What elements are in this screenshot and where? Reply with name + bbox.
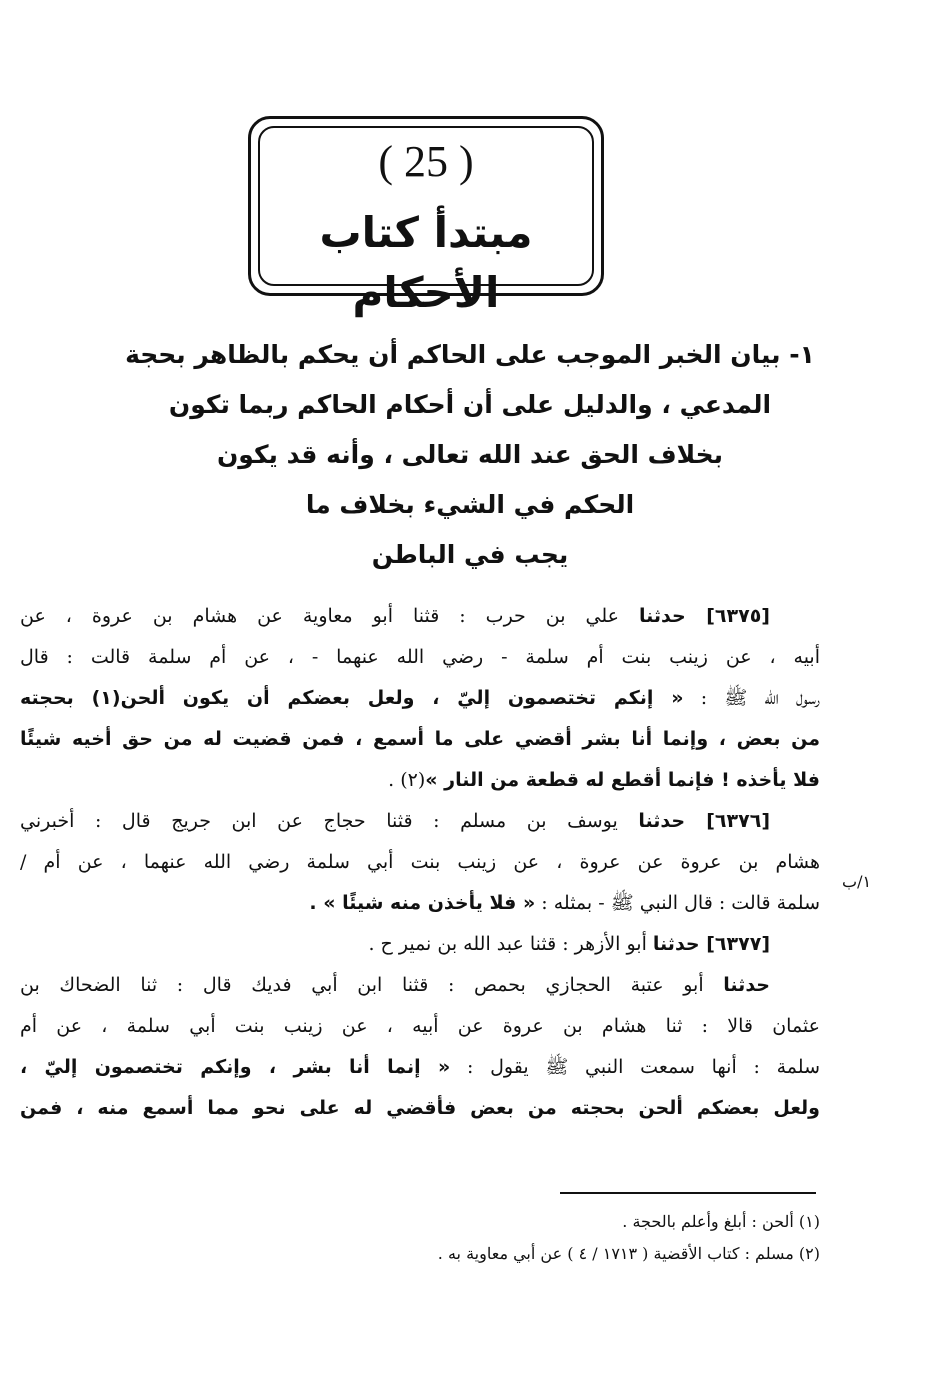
isnad-text: علي بن حرب : قثنا أبو معاوية عن هشام بن عروة ، عن [20,605,639,627]
isnad-text: رسول الله ﷺ : [683,687,820,709]
haddathana-label: حدثنا [723,974,770,996]
hadith-6375-line [20,760,820,801]
chapter-title: مبتدأ كتاب الأحكام [319,208,533,317]
matn-text: فلا يأخذه ! فإنما أقطع له قطعة من النار » [425,769,820,791]
hadith-6376-line: هشام بن عروة عن عروة ، عن زينب بنت أبي سلمة رضي الله عنهما ، عن أم / [20,851,820,873]
footnote-divider [560,1192,816,1194]
hadith-6375-line [20,678,820,719]
hadith-6377-line [20,1047,820,1088]
footnote: (١) ألحن : أبلغ وأعلم بالحجة . [622,1212,820,1231]
hadith-6375-line: أبيه ، عن زينب بنت أم سلمة - رضي الله عنهما - ، عن أم سلمة قالت : قال [20,646,820,668]
hadith-6377-line: ولعل بعضكم ألحن بحجته من بعض فأقضي له على نحو مما أسمع منه ، فمن [20,1097,820,1119]
isnad-text: أبو الأزهر : قثنا عبد الله بن نمير ح . [368,933,653,955]
body-text [20,596,820,1129]
footnote-reference: (٢) . [388,769,426,791]
section-heading-line: الحكم في الشيء بخلاف ما [305,490,635,519]
hadith-6375-line [20,596,820,637]
hadith-6376-line [20,801,820,842]
footnote: (٢) مسلم : كتاب الأقضية ( ١٧١٣ / ٤ ) عن أبي معاوية به . [437,1244,820,1263]
hadith-number-6377: [٦٣٧٧] حدثنا [652,933,770,955]
hadith-6375-line: من بعض ، وإنما أنا بشر أقضي على ما أسمع ، فمن قضيت له من حق أخيه شيئًا [20,728,820,750]
hadith-6377-line [20,924,820,965]
footnotes [260,1206,820,1270]
section-heading-line: بخلاف الحق عند الله تعالى ، وأنه قد يكون [216,440,724,469]
matn-text: « إنكم تختصمون إليّ ، ولعل بعضكم أن يكون ألحن(١) بحجته [20,687,684,709]
section-heading-line: يجب في الباطن [371,540,569,569]
chapter-frame [248,116,604,317]
section-heading-line: ١- بيان الخبر الموجب على الحاكم أن يحكم بالظاهر بحجة [125,340,815,369]
manuscript-folio-marker: ١/ب [842,872,872,891]
hadith-6377-line: عثمان قالا : ثنا هشام بن عروة عن أبيه ، عن زينب بنت أبي سلمة ، عن أم [20,1015,820,1037]
isnad-text: سلمة : أنها سمعت النبي ﷺ يقول : [450,1056,820,1078]
chapter-number: ( 25 ) [378,137,474,186]
hadith-6377-line [20,965,820,1006]
hadith-6376-line [20,883,820,924]
matn-text: « فلا يأخذن منه شيئًا » . [309,892,536,914]
isnad-text: أبو عتبة الحجازي بحمص : قثنا ابن أبي فديك قال : ثنا الضحاك بن [20,974,724,996]
section-heading [100,330,840,580]
isnad-text: سلمة قالت : قال النبي ﷺ - بمثله : [535,892,820,914]
section-heading-line: المدعي ، والدليل على أن أحكام الحاكم ربما تكون [168,390,772,419]
hadith-number-6375: [٦٣٧٥] حدثنا [638,605,770,627]
isnad-text: يوسف بن مسلم : قثنا حجاج عن ابن جريج قال : أخبرني [20,810,639,832]
hadith-number-6376: [٦٣٧٦] حدثنا [638,810,770,832]
matn-text: « إنما أنا بشر ، وإنكم تختصمون إليّ ، [20,1056,451,1078]
